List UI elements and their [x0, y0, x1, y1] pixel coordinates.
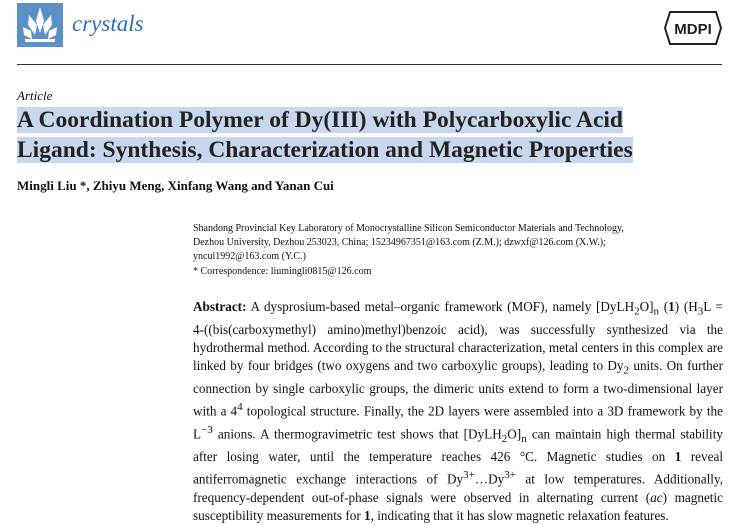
affiliation-line-2: Dezhou University, Dezhou 253023, China; 15234967351@163.com (Z.M.); dzwxf@126.com (X.W.); — [193, 237, 606, 248]
abstract-text: at low temperatures. Additionally, frequency-dependent out-of-phase signals were observed in alternating current ( — [193, 471, 723, 505]
publisher-name: MDPI — [674, 21, 712, 38]
abstract-text: O] — [639, 299, 654, 314]
abstract-text: A dysprosium-based metal–organic framework (MOF), namely [DyLH — [246, 299, 635, 314]
journal-name: crystals — [72, 11, 144, 36]
abstract-sub: 2 — [634, 305, 640, 318]
article-type: Article — [17, 88, 53, 103]
abstract-text: O] — [507, 426, 522, 442]
compound-number: 1 — [668, 299, 675, 314]
abstract-text: reveal antiferromagnetic exchange interactions of Dy — [193, 449, 723, 487]
abstract-sub: 2 — [501, 432, 508, 445]
abstract-text: ( — [659, 299, 669, 314]
abstract-text: L = 4-((bis(carboxymethyl) amino)methyl)benzoic acid), was successfully synthesized via the hydrothermal method. According to the structural characterization, metal centers in this complex are linked by four bridges (two oxygens and two carboxylic groups), leading to Dy — [193, 299, 723, 374]
affiliation-line-1: Shandong Provincial Key Laboratory of Monocrystalline Silicon Semiconductor Materials and Technology, — [193, 223, 624, 234]
title-line-2: Ligand: Synthesis, Characterization and Magnetic Properties — [17, 137, 633, 163]
article-title — [17, 105, 717, 165]
correspondence: * Correspondence: liumingli0815@126.com — [193, 266, 372, 277]
compound-number: 1 — [364, 508, 371, 524]
abstract-sub: 2 — [623, 364, 629, 377]
abstract-text: anions. A thermogravimetric test shows that [DyLH — [212, 426, 502, 442]
abstract-sup: −3 — [201, 423, 213, 436]
title-line-1: A Coordination Polymer of Dy(III) with Polycarboxylic Acid — [17, 107, 623, 133]
abstract-text: ) (H — [674, 299, 698, 314]
abstract-text: can maintain high thermal stability after losing water, until the temperature reaches 426 °C. Magnetic studies on — [193, 426, 723, 465]
mdpi-logo-icon — [664, 11, 722, 50]
abstract-text: topological structure. Finally, the 2D layers were assembled into a 3D framework by the L — [193, 403, 723, 442]
abstract-sub: n — [521, 432, 527, 445]
abstract-text: , indicating that it has slow magnetic relaxation features. — [370, 508, 669, 524]
affiliation — [193, 222, 723, 264]
abstract-sup: 4 — [237, 401, 243, 414]
abstract — [193, 298, 723, 525]
abstract-text: …Dy — [474, 471, 505, 487]
abstract-sup: 3+ — [463, 469, 475, 482]
abstract-text: units. On further connection by single carboxylic groups, the dimeric units extend to form a two-dimensional layer with a 4 — [193, 358, 723, 419]
compound-number: 1 — [674, 449, 682, 465]
abstract-sub: 3 — [697, 305, 704, 318]
affiliation-line-3: yncui1992@163.com (Y.C.) — [193, 251, 306, 262]
crystals-logo-icon — [17, 3, 63, 47]
journal-header — [17, 3, 722, 63]
header-divider — [17, 64, 722, 65]
abstract-sub: n — [653, 305, 660, 318]
author-list: Mingli Liu *, Zhiyu Meng, Xinfang Wang and Yanan Cui — [17, 178, 334, 193]
abstract-sup: 3+ — [504, 469, 516, 482]
abstract-text: ) magnetic susceptibility measurements for — [193, 489, 723, 524]
abstract-italic: ac — [650, 489, 663, 505]
abstract-label: Abstract: — [193, 299, 247, 314]
